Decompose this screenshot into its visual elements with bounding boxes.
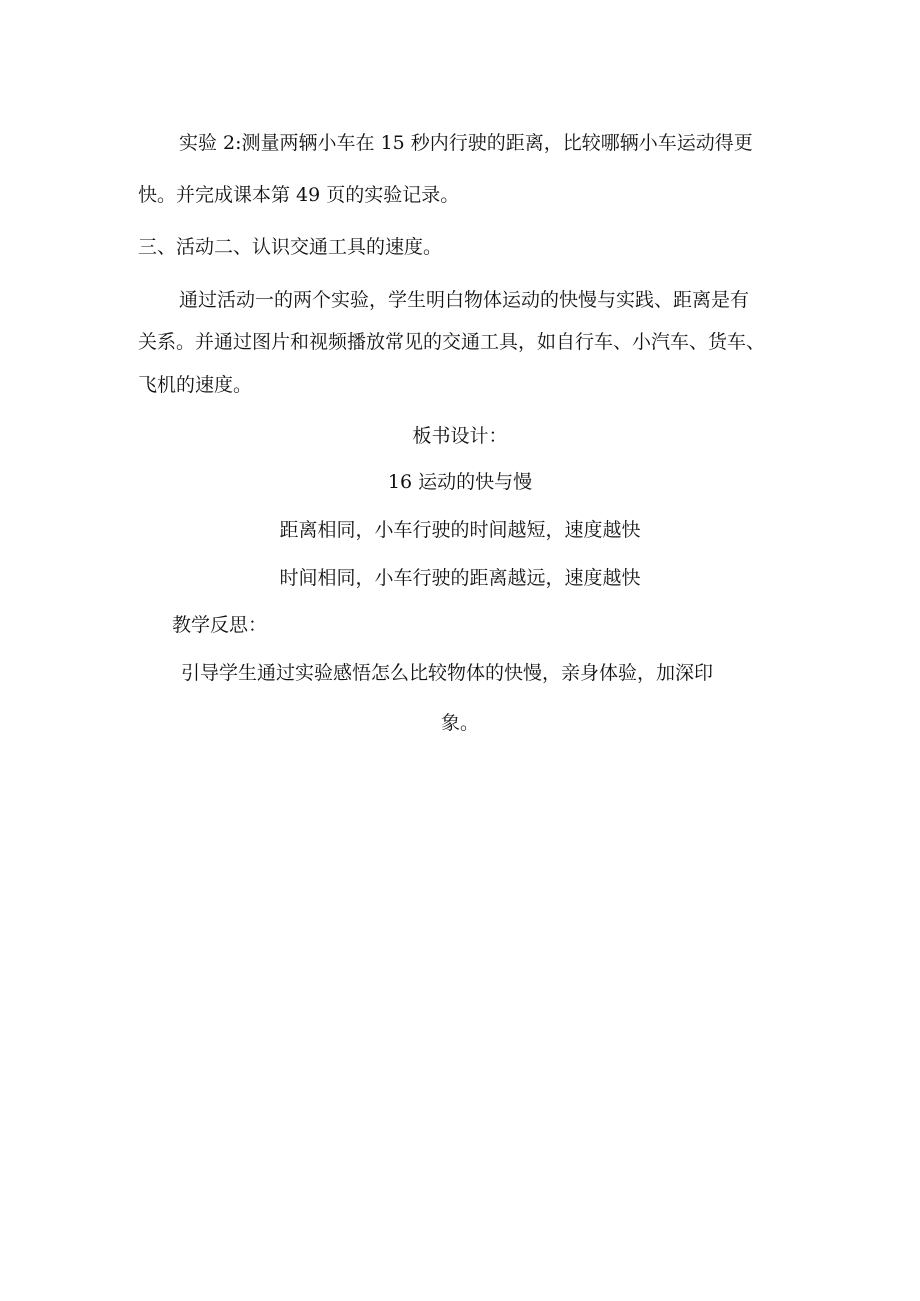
- board-design-rule-1: 距离相同，小车行驶的时间越短，速度越快: [279, 519, 641, 541]
- activity2-paragraph-line-3: 飞机的速度。: [138, 374, 253, 396]
- board-design-title: 16 运动的快与慢: [387, 471, 533, 493]
- board-design-label: 板书设计：: [412, 425, 508, 447]
- experiment2-line-1: 实验 2:测量两辆小车在 15 秒内行驶的距离，比较哪辆小车运动得更: [179, 132, 753, 154]
- activity2-paragraph-line-2: 关系。并通过图片和视频播放常见的交通工具，如自行车、小汽车、货车、: [138, 331, 766, 353]
- experiment2-line-2: 快。并完成课本第 49 页的实验记录。: [138, 184, 460, 206]
- activity2-paragraph-line-1: 通过活动一的两个实验，学生明白物体运动的快慢与实践、距离是有: [179, 289, 750, 311]
- reflection-line-2: 象。: [440, 712, 479, 734]
- reflection-line-1: 引导学生通过实验感悟怎么比较物体的快慢，亲身体验，加深印: [181, 662, 714, 684]
- reflection-label: 教学反思：: [172, 614, 268, 636]
- board-design-rule-2: 时间相同，小车行驶的距离越远，速度越快: [279, 567, 641, 589]
- section-3-heading: 三、活动二、认识交通工具的速度。: [138, 236, 443, 258]
